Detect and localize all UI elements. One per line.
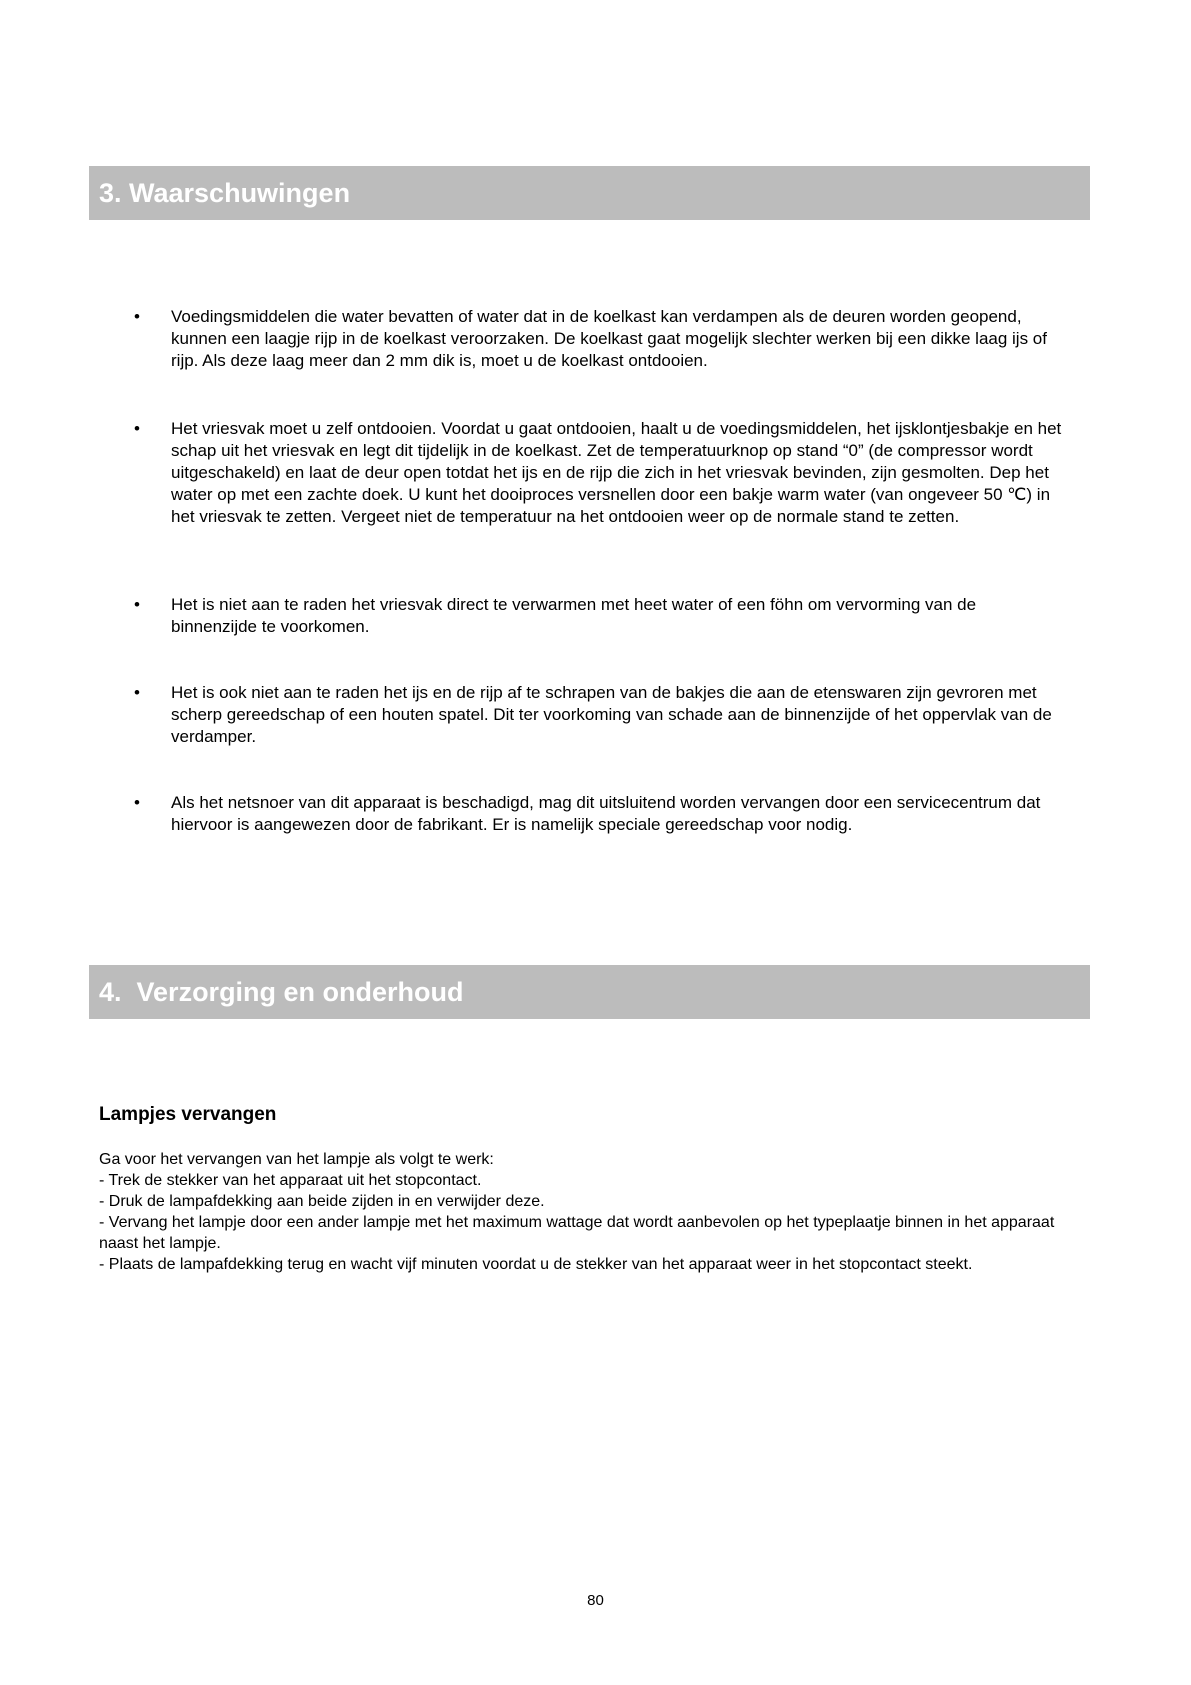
instruction-line: Ga voor het vervangen van het lampje als volgt te werk:: [99, 1151, 494, 1168]
instruction-line: - Plaats de lampafdekking terug en wacht vijf minuten voordat u de stekker van het apparaat weer in het stopcontact steekt.: [99, 1256, 973, 1273]
bullet-icon: •: [134, 793, 140, 812]
instruction-line: - Trek de stekker van het apparaat uit het stopcontact.: [99, 1172, 482, 1189]
warning-text: Het is niet aan te raden het vriesvak direct te verwarmen met heet water of een föhn om vervorming van de binnenzijde te voorkomen.: [171, 595, 977, 636]
section-header-care: 4. Verzorging en onderhoud: [89, 965, 1090, 1019]
warning-text: Voedingsmiddelen die water bevatten of water dat in de koelkast kan verdampen als de deuren worden geopend, kunnen een laagje rijp in de koelkast veroorzaken. De koelkast gaat mogelijk slechter werken bij een dikke laag ijs of rijp. Als deze laag meer dan 2 mm dik is, moet u de koelkast ontdooien.: [171, 307, 1047, 370]
bullet-icon: •: [134, 683, 140, 702]
section-header-warnings: 3. Waarschuwingen: [89, 166, 1090, 220]
subsection-title: Lampjes vervangen: [99, 1104, 277, 1125]
warning-text: Als het netsnoer van dit apparaat is beschadigd, mag dit uitsluitend worden vervangen door een servicecentrum dat hiervoor is aangewezen door de fabrikant. Er is namelijk speciale gereedschap voor nodig.: [171, 793, 1041, 834]
bullet-icon: •: [134, 307, 140, 326]
bullet-icon: •: [134, 419, 140, 438]
instruction-line: - Vervang het lampje door een ander lampje met het maximum wattage dat wordt aanbevolen op het typeplaatje binnen in het apparaat naast het lampje.: [99, 1214, 1055, 1252]
instruction-line: - Druk de lampafdekking aan beide zijden in en verwijder deze.: [99, 1193, 545, 1210]
warning-text: Het vriesvak moet u zelf ontdooien. Voordat u gaat ontdooien, haalt u de voedingsmiddelen, het ijsklontjesbakje en het schap uit het vriesvak en legt dit tijdelijk in de koelkast. Zet de temperatuurknop op stand “0” (de compressor wordt uitgeschakeld) en laat de deur open totdat het ijs en de rijp die zich in het vriesvak bevinden, zijn gesmolten. Dep het water op met een zachte doek. U kunt het dooiproces versnellen door een bakje warm water (van ongeveer 50 ℃) in het vriesvak te zetten. Vergeet niet de temperatuur na het ontdooien weer op de normale stand te zetten.: [171, 419, 1062, 526]
bullet-icon: •: [134, 595, 140, 614]
page-number: 80: [587, 1592, 604, 1609]
lamp-instructions: [99, 1149, 1059, 1275]
warning-text: Het is ook niet aan te raden het ijs en de rijp af te schrapen van de bakjes die aan de etenswaren zijn gevroren met scherp gereedschap of een houten spatel. Dit ter voorkoming van schade aan de binnenzijde of het oppervlak van de verdamper.: [171, 683, 1052, 746]
